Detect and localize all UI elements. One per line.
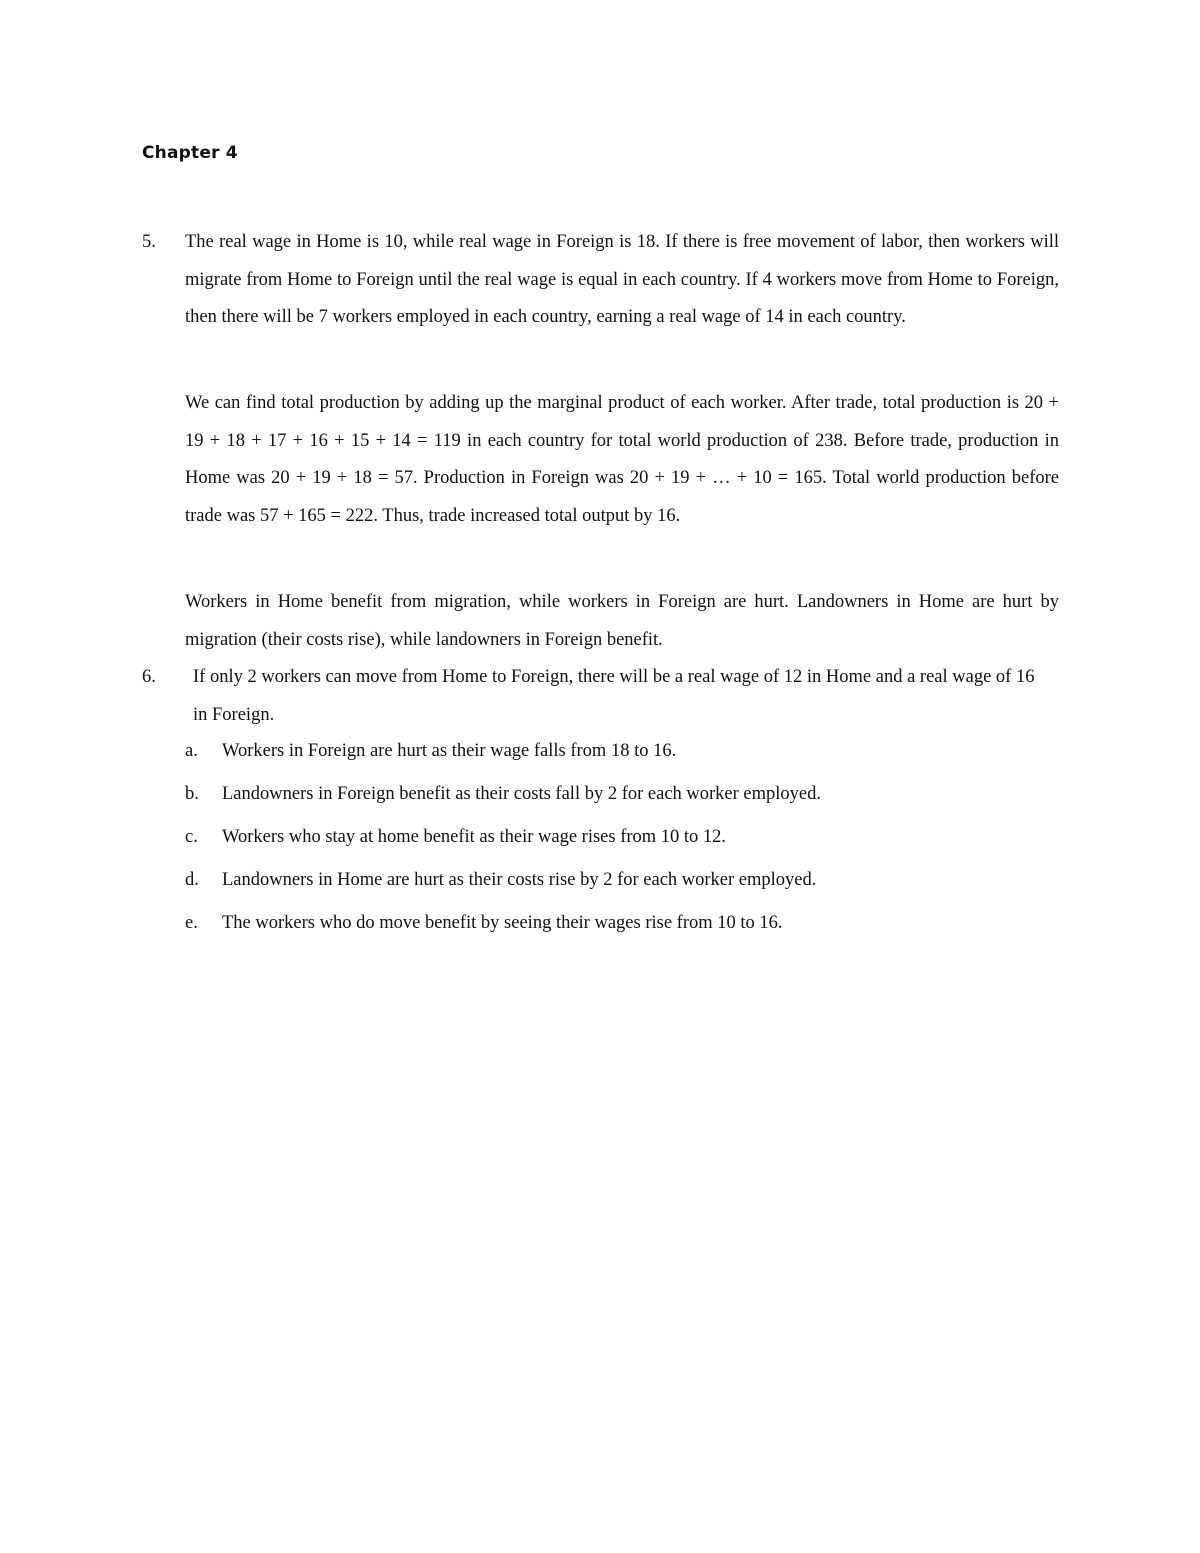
sublist-text: The workers who do move benefit by seeing their wages rise from 10 to 16.: [222, 913, 783, 933]
sublist-letter: e.: [185, 913, 198, 933]
sublist-letter: c.: [185, 827, 198, 847]
sublist-item-e: [185, 905, 1065, 948]
sublist-letter: d.: [185, 870, 199, 890]
sublist-item-a: [185, 733, 1065, 776]
sublist-letter: a.: [185, 741, 198, 761]
sublist-letter: b.: [185, 784, 199, 804]
item-5-number: 5.: [142, 232, 156, 252]
sublist-item-d: [185, 862, 1065, 905]
item-5-paragraph-3: Workers in Home benefit from migration, while workers in Foreign are hurt. Landowners in Home are hurt by migration (their costs rise), while landowners in Foreign benefit.: [185, 592, 1059, 650]
item-6-sublist: [185, 733, 1065, 948]
item-6-paragraph-1: If only 2 workers can move from Home to Foreign, there will be a real wage of 12 in Home and a real wage of 16 in Foreign.: [193, 667, 1035, 725]
item-5-paragraph-1: The real wage in Home is 10, while real wage in Foreign is 18. If there is free movement of labor, then workers will migrate from Home to Foreign until the real wage is equal in each country. If 4 workers move from Home to Foreign, then there will be 7 workers employed in each country, earning a real wage of 14 in each country.: [185, 232, 1059, 327]
sublist-text: Landowners in Foreign benefit as their costs fall by 2 for each worker employed.: [222, 784, 822, 804]
sublist-text: Workers in Foreign are hurt as their wage falls from 18 to 16.: [222, 741, 677, 761]
sublist-item-c: [185, 819, 1065, 862]
sublist-text: Landowners in Home are hurt as their costs rise by 2 for each worker employed.: [222, 870, 817, 890]
item-6-number: 6.: [142, 667, 156, 687]
item-5-paragraph-2: We can find total production by adding up the marginal product of each worker. After trade, total production is 20 + 19 + 18 + 17 + 16 + 15 + 14 = 119 in each country for total world production of 238. Before trade, production in Home was 20 + 19 + 18 = 57. Production in Foreign was 20 + 19 + … + 10 = 165. Total world production before trade was 57 + 165 = 222. Thus, trade increased total output by 16.: [185, 393, 1059, 526]
sublist-item-b: [185, 776, 1065, 819]
sublist-text: Workers who stay at home benefit as their wage rises from 10 to 12.: [222, 827, 727, 847]
chapter-heading: Chapter 4: [142, 143, 238, 163]
